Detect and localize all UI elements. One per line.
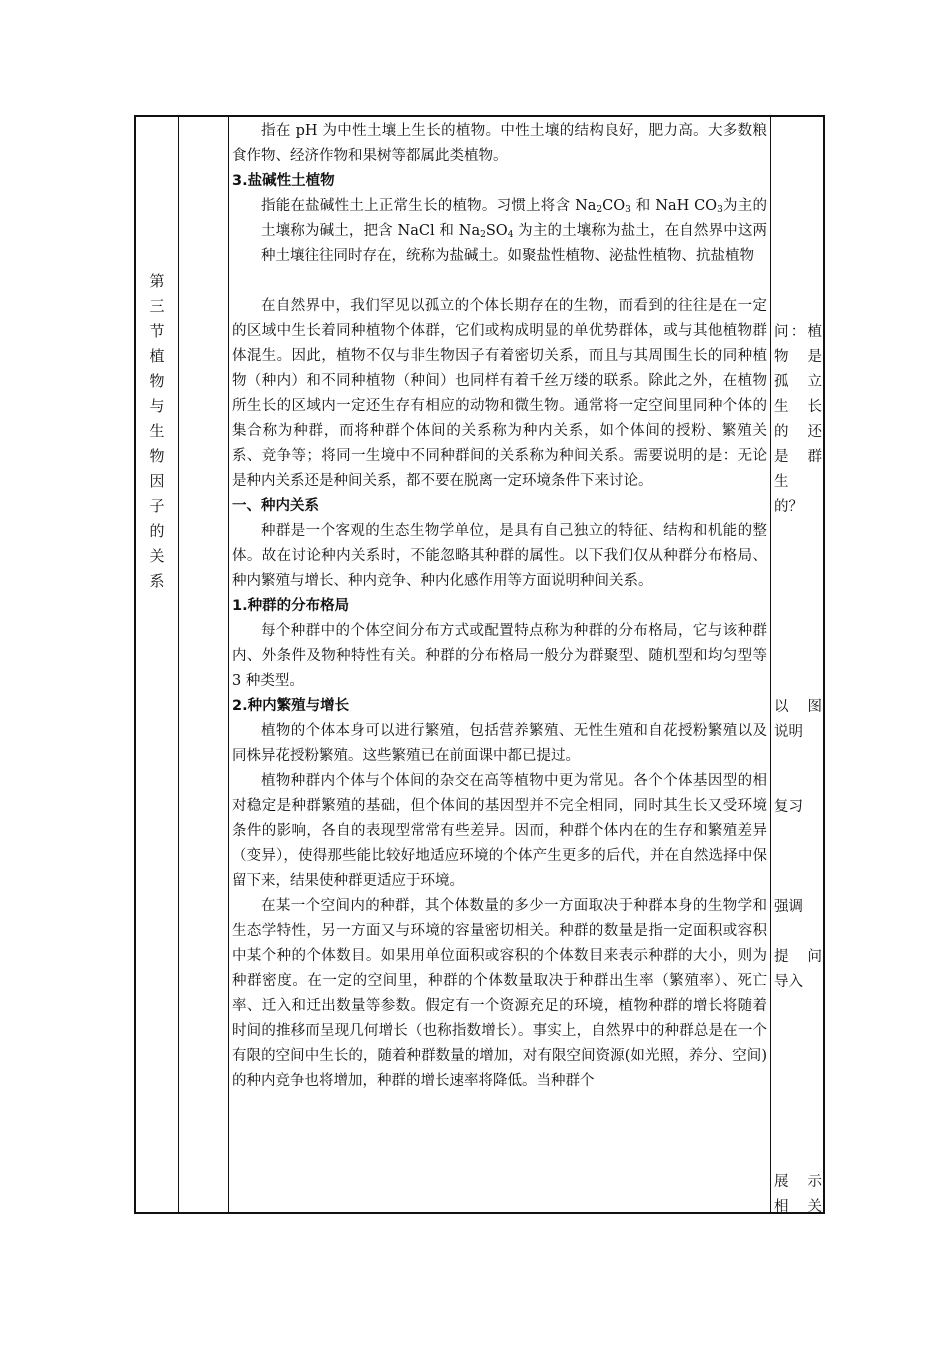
paragraph-intraspecific: 种群是一个客观的生态生物学单位，是具有自己独立的特征、结构和机能的整体。故在讨论种内关系时，不能忽略其种群的属性。以下我们仅从种群分布格局、种内繁殖与增长、种内竞争、种内化感作用等方面说明种间关系。	[232, 523, 767, 589]
column-divider	[178, 117, 179, 1212]
heading-intraspecific: 一、种内关系	[232, 498, 319, 514]
paragraph-reproduction-3: 在某一个空间内的种群，其个体数量的多少一方面取决于种群本身的生物学和生态学特性，另一方面又与环境的容量密切相关。种群的数量是指一定面积或容积中某个种的个体数目。如果用单位面积或容积的个体数目来表示种群的大小，则为种群密度。在一定的空间里，种群的个体数量取决于种群出生率（繁殖率）、死亡率、迁入和迁出数量等参数。假定有一个资源充足的环境，植物种群的增长将随着时间的推移而呈现几何增长（也称指数增长）。事实上，自然界中的种群总是在一个有限的空间中生长的，随着种群数量的增加，对有限空间资源(如光照，养分、空间)的种内竞争也将增加，种群的增长速率将降低。当种群个	[232, 898, 767, 1089]
note-illustrate: 以 图 说明	[774, 699, 822, 740]
heading-reproduction: 2.种内繁殖与增长	[232, 698, 350, 714]
column-divider	[228, 117, 229, 1212]
paragraph-saline-soil: 指能在盐碱性土上正常生长的植物。习惯上将含 $Na_2CO_3$ 和 NaH $CO_3$为主的土壤称为碱土，把含 NaCl 和 $Na_2SO_4$ 为主的土壤称为盐土，在自然界中这两种土壤往往同时存在，统称为盐碱土。如聚盐性植物、泌盐性植物、抗盐植物	[261, 198, 767, 264]
paragraph-distribution: 每个种群中的个体空间分布方式或配置特点称为种群的分布格局，它与该种群内、外条件及物种特性有关。种群的分布格局一般分为群聚型、随机型和均匀型等 3 种类型。	[232, 623, 767, 689]
note-show: 展 示 相 关	[774, 1174, 822, 1215]
notes-cell	[770, 117, 826, 1215]
section-title: 第 三 节 植 物 与 生 物 因 子 的 关 系	[149, 272, 165, 590]
heading-saline-plants: 3.盐碱性土植物	[232, 173, 335, 189]
lesson-table	[134, 115, 825, 1214]
note-lead-in: 提 问 导入	[774, 949, 822, 990]
paragraph-reproduction-1: 植物的个体本身可以进行繁殖，包括营养繁殖、无性生殖和自花授粉繁殖以及同株异花授粉繁殖。这些繁殖已在前面课中都已提过。	[232, 723, 767, 764]
paragraph-neutral-soil: 指在 pH 为中性土壤上生长的植物。中性土壤的结构良好，肥力高。大多数粮食作物、经济作物和果树等都属此类植物。	[232, 123, 767, 164]
content-cell	[232, 119, 767, 1094]
heading-distribution: 1.种群的分布格局	[232, 598, 350, 614]
note-review: 复习	[774, 799, 803, 815]
note-question: 问：植 物 是 孤 立 生 长 的 还 是 群 生 的？	[774, 324, 822, 515]
paragraph-intro: 在自然界中，我们罕见以孤立的个体长期存在的生物，而看到的往往是在一定的区域中生长着同种植物个体群，它们或构成明显的单优势群体，或与其他植物群体混生。因此，植物不仅与非生物因子有着密切关系，而且与其周围生长的同种植物（种内）和不同种植物（种间）也同样有着千丝万缕的联系。除此之外，在植物所生长的区域内一定还生存有相应的动物和微生物。通常将一定空间里同种个体的集合称为种群，而将种群个体间的关系称为种内关系，如个体间的授粉、繁殖关系、竞争等；将同一生境中不同种群间的关系称为种间关系。需要说明的是：无论是种内关系还是种间关系，都不要在脱离一定环境条件下来讨论。	[232, 298, 767, 489]
section-title-cell	[136, 117, 178, 1212]
note-emphasize: 强调	[774, 899, 803, 915]
paragraph-reproduction-2: 植物种群内个体与个体间的杂交在高等植物中更为常见。各个个体基因型的相对稳定是种群繁殖的基础，但个体间的基因型并不完全相同，同时其生长又受环境条件的影响，各自的表现型常常有些差异。因而，种群个体内在的生存和繁殖差异（变异），使得那些能比较好地适应环境的个体产生更多的后代，并在自然选择中保留下来，结果使种群更适应于环境。	[232, 773, 767, 889]
